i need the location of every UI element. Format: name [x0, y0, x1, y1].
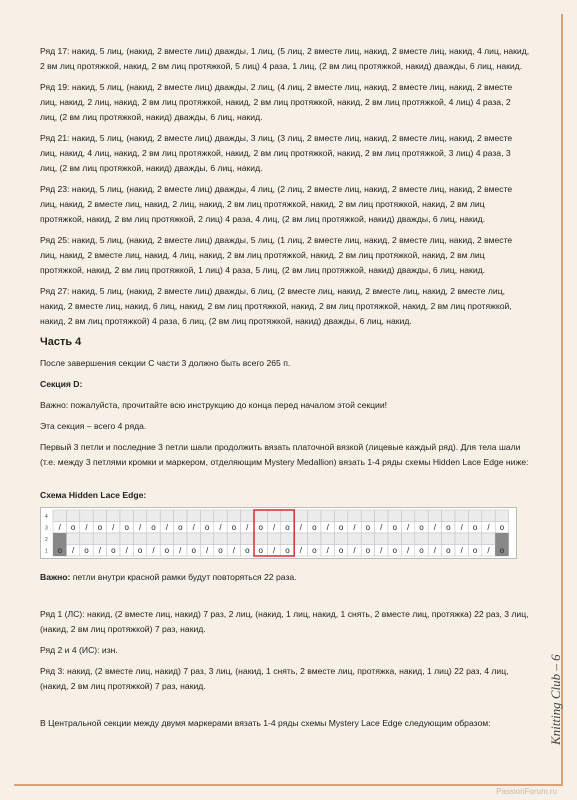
chart-cell [66, 510, 79, 522]
chart-cell [147, 533, 160, 545]
row-3: Ряд 3: накид, (2 вместе лиц, накид) 7 раз, 3 лиц, (накид, 1 снять, 2 вместе лиц, протяжка, накид, 1 лиц) 22 раз, 4 лиц, (накид, 2 вм лиц протяжкой) 7 раз, накид. [40, 666, 509, 691]
row-number-1: 1 [45, 548, 48, 555]
chart-cell [308, 510, 321, 522]
chart-symbol: / [380, 546, 383, 555]
chart-cell [200, 533, 213, 545]
chart-cell [442, 510, 455, 522]
chart-symbol: o [472, 546, 478, 555]
chart-symbol: o [472, 523, 478, 532]
chart-cell [267, 533, 280, 545]
chart-symbol: / [406, 546, 410, 555]
chart-cell [107, 510, 120, 522]
row-23: Ряд 23: накид, 5 лиц, (накид, 2 вместе лиц) дважды, 4 лиц, (2 лиц, 2 вместе лиц, накид, 2 вместе лиц, накид, 2 вместе лиц, накид, 2 вместе лиц, накид, 2 лиц, накид, 2 вм лиц протяжкой, накид, 2 вм лиц протяжкой, накид, 2 вм лиц протяжкой, накид, 2 вм лиц протяжкой, 2 лиц) 4 раза, 4 лиц, (2 вм лиц протяжкой, накид) дважды, 6 лиц, накид. [40, 184, 513, 224]
chart-symbol: / [179, 546, 182, 555]
chart-cell [147, 510, 160, 522]
chart-symbol: / [232, 546, 236, 555]
chart-symbol: / [299, 546, 303, 555]
chart-symbol: / [380, 523, 383, 532]
chart-cell [120, 533, 133, 545]
chart-cell [107, 533, 120, 545]
chart-title: Схема Hidden Lace Edge: [40, 490, 147, 500]
chart-symbol: o [97, 523, 103, 532]
chart-symbol: / [125, 546, 128, 555]
chart-symbol: o [312, 523, 317, 532]
chart-symbol: o [258, 523, 263, 532]
part-heading: Часть 4 [40, 336, 82, 348]
chart-symbol: o [392, 523, 397, 532]
chart-symbol: o [392, 546, 397, 555]
chart-cell [455, 510, 468, 522]
chart-symbol: / [299, 523, 303, 532]
chart-cell [308, 533, 321, 545]
section-d: Секция D: [40, 379, 83, 389]
note-bold: Важно: [40, 572, 71, 582]
chart-cell [227, 533, 240, 545]
chart-symbol: / [85, 523, 88, 532]
chart-cell [348, 510, 361, 522]
chart-cell [428, 533, 441, 545]
chart-cell [415, 510, 428, 522]
chart-note [40, 570, 530, 585]
chart-cell [133, 533, 146, 545]
chart-symbol: o [285, 523, 290, 532]
row-number-4: 4 [45, 514, 48, 520]
chart-cell [241, 533, 254, 545]
row-2-4: Ряд 2 и 4 (ИС): изн. [40, 645, 118, 655]
chart-symbol: o [84, 546, 89, 555]
chart-cell [160, 510, 173, 522]
chart-symbol: o [499, 523, 505, 532]
chart-symbol: / [138, 523, 142, 532]
chart-symbol: / [192, 523, 195, 532]
chart-cell [93, 533, 106, 545]
chart-symbol: / [353, 523, 356, 532]
chart-cell [321, 510, 334, 522]
chart-symbol: o [124, 523, 129, 532]
row-number-3: 3 [45, 525, 48, 532]
chart-symbol: / [460, 546, 463, 555]
chart-symbol: o [338, 523, 344, 532]
lace-chart [40, 507, 517, 559]
chart-symbol: o [111, 546, 116, 555]
side-label: Knitting Club – 6 [548, 654, 563, 745]
chart-cell [53, 510, 66, 522]
chart-cell [428, 510, 441, 522]
chart-cell [174, 510, 187, 522]
chart-symbol: o [365, 523, 371, 532]
chart-symbol: o [338, 546, 344, 555]
chart-cell [254, 510, 267, 522]
chart-cell [66, 533, 79, 545]
chart-cell [482, 510, 495, 522]
chart-symbol: o [365, 546, 371, 555]
chart-symbol: / [487, 523, 490, 532]
chart-symbol: / [353, 546, 356, 555]
chart-cell [334, 510, 347, 522]
chart-symbol: / [326, 546, 329, 555]
chart-symbol: o [446, 523, 451, 532]
chart-cell [200, 510, 213, 522]
chart-cell [388, 533, 401, 545]
section-rows: Эта секция – всего 4 ряда. [40, 421, 147, 431]
chart-cell [401, 533, 414, 545]
row-17: Ряд 17: накид, 5 лиц, (накид, 2 вместе лиц) дважды, 1 лиц, (5 лиц, 2 вместе лиц, накид, 2 вместе лиц, накид, 4 лиц, накид, 2 вм лиц протяжкой, накид, 2 вм лиц протяжкой, 5 лиц) 4 раза, 1 лиц, (2 вм лиц протяжкой, накид) дважды, 6 лиц, накид. [40, 46, 530, 71]
chart-symbol: o [419, 546, 424, 555]
chart-cell [160, 533, 173, 545]
chart-symbol: / [98, 546, 102, 555]
chart-symbol: o [231, 523, 237, 532]
chart-cell [281, 533, 294, 545]
important-note: Важно: пожалуйста, прочитайте всю инструкцию до конца перед началом этой секции! [40, 400, 388, 410]
chart-cell [214, 533, 227, 545]
chart-symbol: o [151, 523, 156, 532]
intro: Первый 3 петли и последние 3 петли шали продолжить вязать платочной вязкой (лицевые каждый ряд). Для тела шали (т.е. между 3 петлями кромки и маркером, отделяющим Mystery Medallion) вязать 1-4 ряды схемы Hidden Lace Edge ниже: [40, 442, 529, 467]
chart-symbol: / [487, 546, 490, 555]
row-19: Ряд 19: накид, 5 лиц, (накид, 2 вместе лиц) дважды, 2 лиц, (4 лиц, 2 вместе лиц, накид, 2 вместе лиц, накид, 2 вместе лиц, накид, 2 лиц, накид, 2 вм лиц протяжкой, накид, 2 вм лиц протяжкой, накид, 2 вм лиц протяжкой, 4 лиц) 4 раза, 2 лиц, (2 вм лиц протяжкой, накид) дважды, 6 лиц, накид. [40, 82, 513, 122]
chart-cell [321, 533, 334, 545]
chart-symbol: o [285, 546, 290, 555]
chart-cell [214, 510, 227, 522]
chart-cell [361, 533, 374, 545]
chart-cell [482, 533, 495, 545]
chart-cell [388, 510, 401, 522]
chart-cell [415, 533, 428, 545]
chart-cell [468, 533, 481, 545]
chart-symbol: o [245, 546, 250, 555]
chart-cell [80, 533, 93, 545]
chart-cell [348, 533, 361, 545]
central-section: В Центральной секции между двумя маркерами вязать 1-4 ряды схемы Mystery Lace Edge следующим образом: [40, 718, 491, 728]
chart-cell [227, 510, 240, 522]
chart-cell [133, 510, 146, 522]
chart-symbol: o [191, 546, 196, 555]
chart-cell [294, 533, 307, 545]
row-21: Ряд 21: накид, 5 лиц, (накид, 2 вместе лиц) дважды, 3 лиц, (3 лиц, 2 вместе лиц, накид, 2 вместе лиц, накид, 2 вместе лиц, накид, 4 лиц, накид, 2 вм лиц протяжкой, накид, 2 вм лиц протяжкой, накид, 2 вм лиц протяжкой, 3 лиц) 4 раза, 3 лиц, (2 вм лиц протяжкой, накид) дважды, 6 лиц, накид. [40, 133, 513, 173]
chart-symbol: o [70, 523, 76, 532]
chart-symbol: o [137, 546, 143, 555]
chart-symbol: o [178, 523, 183, 532]
chart-symbol: / [165, 523, 169, 532]
chart-symbol: o [312, 546, 317, 555]
row-27: Ряд 27: накид, 5 лиц, (накид, 2 вместе лиц) дважды, 6 лиц, (2 вместе лиц, накид, 2 вместе лиц, накид, 2 вместе лиц, накид, 2 вместе лиц, накид, 6 лиц, накид, 2 вм лиц протяжкой, накид, 2 вм лиц протяжкой, накид, 2 вм лиц протяжкой, накид, 2 вм лиц протяжкой) 4 раза, 6 лиц, (2 вм лиц протяжкой, накид) дважды, 6 лиц, накид. [40, 286, 512, 326]
chart-cell [468, 510, 481, 522]
note-rest: петли внутри красной рамки будут повторяться 22 раза. [72, 572, 297, 582]
chart-cell [187, 510, 200, 522]
chart-symbol: / [433, 523, 437, 532]
chart-symbol: o [164, 546, 170, 555]
chart-cell [80, 510, 93, 522]
chart-cell [267, 510, 280, 522]
chart-symbol: / [272, 546, 276, 555]
chart-symbol: / [246, 523, 249, 532]
chart-cell [334, 533, 347, 545]
chart-cell [401, 510, 414, 522]
chart-cell [495, 510, 508, 522]
chart-symbol: / [460, 523, 463, 532]
content [40, 44, 530, 737]
row-25: Ряд 25: накид, 5 лиц, (накид, 2 вместе лиц) дважды, 5 лиц, (1 лиц, 2 вместе лиц, накид, 2 вместе лиц, накид, 2 вместе лиц, накид, 2 вместе лиц, накид, 4 лиц, накид, 2 вм лиц протяжкой, накид, 2 вм лиц протяжкой, накид, 2 вм лиц протяжкой, накид, 2 вм лиц протяжкой, 1 лиц) 4 раза, 5 лиц, (2 вм лиц протяжкой, накид) дважды, 6 лиц, накид. [40, 235, 513, 275]
chart-symbol: o [419, 523, 424, 532]
watermark: PassionForum.ru [496, 787, 557, 796]
chart-symbol: / [58, 523, 61, 532]
chart-cell [241, 510, 254, 522]
chart-symbol: o [204, 523, 210, 532]
chart-symbol: o [499, 546, 505, 555]
row-number-2: 2 [45, 537, 48, 543]
chart-cell [455, 533, 468, 545]
chart-cell [281, 510, 294, 522]
row-1: Ряд 1 (ЛС): накид, (2 вместе лиц, накид) 7 раз, 2 лиц, (накид, 1 лиц, накид, 1 снять, 2 вместе лиц, протяжка) 22 раз, 3 лиц, (накид, 2 вм лиц протяжкой) 7 раз, накид. [40, 609, 529, 634]
chart-symbol: / [205, 546, 209, 555]
chart-cell [120, 510, 133, 522]
chart-cell [442, 533, 455, 545]
chart-cell [93, 510, 106, 522]
after-section: После завершения секции С части 3 должно быть всего 265 п. [40, 358, 291, 368]
chart-symbol: o [57, 546, 62, 555]
chart-cell [187, 533, 200, 545]
chart-cell [174, 533, 187, 545]
chart-symbol: / [71, 546, 75, 555]
chart-symbol: o [446, 546, 451, 555]
chart-cell [361, 510, 374, 522]
chart-cell [375, 510, 388, 522]
chart-symbol: / [272, 523, 276, 532]
chart-symbol: / [152, 546, 155, 555]
chart-symbol: o [218, 546, 223, 555]
chart-symbol: / [112, 523, 115, 532]
chart-symbol: / [219, 523, 222, 532]
chart-symbol: / [433, 546, 437, 555]
chart-cell [254, 533, 267, 545]
chart-cell [375, 533, 388, 545]
chart-symbol: / [406, 523, 410, 532]
chart-cell [294, 510, 307, 522]
chart-symbol: / [326, 523, 329, 532]
chart-symbol: o [258, 546, 263, 555]
